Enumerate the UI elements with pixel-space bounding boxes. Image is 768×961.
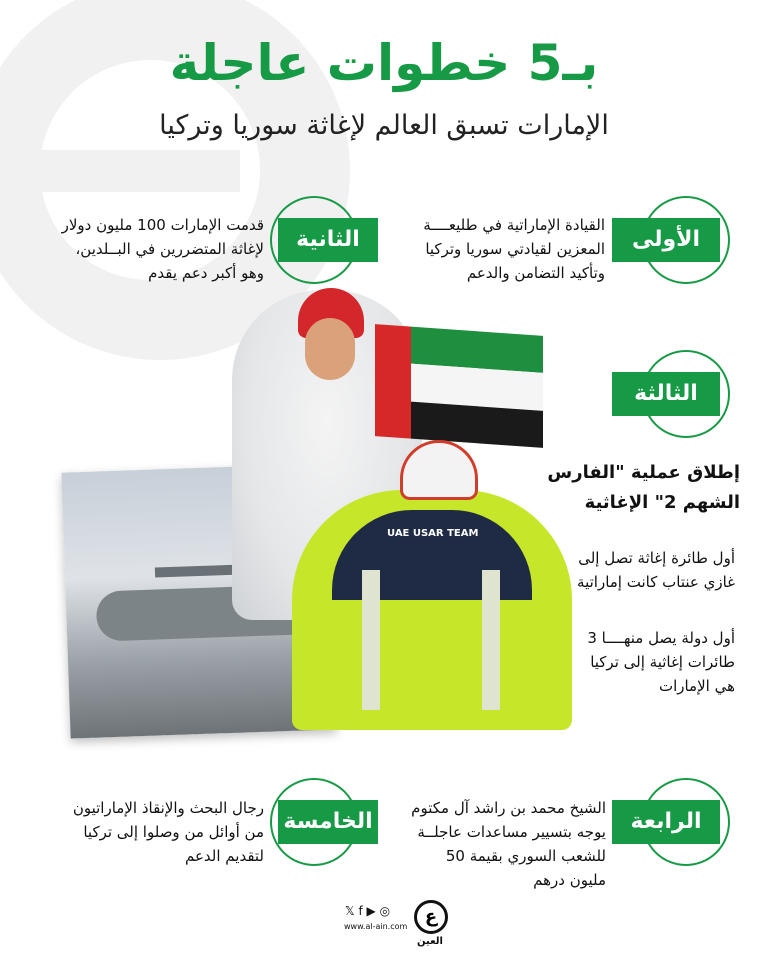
uae-flag: [375, 324, 543, 448]
site-url[interactable]: www.al-ain.com: [344, 922, 408, 931]
background-logo-bar: [40, 150, 240, 192]
step-second-label: الثانية: [278, 218, 378, 262]
social-icons[interactable]: 𝕏 f ▶ ◎: [345, 904, 391, 918]
step-third-label: الثالثة: [612, 372, 720, 416]
step-fifth-text: رجال البحث والإنقاذ الإماراتيون من أوائل من وصلوا إلى تركيا لتقديم الدعم: [72, 799, 264, 865]
step-fourth-label: الرابعة: [612, 800, 720, 844]
step-fifth-label: الخامسة: [278, 800, 378, 844]
step-second-badge: [270, 196, 380, 286]
step-first-text: القيادة الإماراتية في طليعــــة المعزين لقيادتي سوريا وتركيا وتأكيد التضامن والدعم: [423, 216, 605, 282]
al-ain-logo-text: العين: [417, 936, 443, 947]
step-third-para2: أول دولة يصل منهــــا 3 طائرات إغاثية إلى تركيا هي الإمارات: [587, 629, 735, 695]
jacket-text: UAE USAR TEAM: [387, 528, 479, 539]
child-face: [305, 318, 355, 380]
page-subtitle: الإمارات تسبق العالم لإغاثة سوريا وتركيا: [159, 110, 609, 141]
page-title: بـ5 خطوات عاجلة: [169, 34, 599, 92]
step-third-para1: أول طائرة إغاثة تصل إلى غازي عنتاب كانت إماراتية: [577, 549, 735, 591]
step-third-headline: إطلاق عملية "الفارس الشهم 2" الإغاثية: [547, 462, 740, 513]
step-fourth-text: الشيخ محمد بن راشد آل مكتوم يوجه بتسيير مساعدات عاجلــة للشعب السوري بقيمة 50 مليون درهم: [411, 799, 606, 889]
step-fourth-badge: [612, 778, 732, 868]
step-first-badge: [612, 196, 732, 286]
step-second-text: قدمت الإمارات 100 مليون دولار لإغاثة المتضررين في البــلدين، وهو أكبر دعم يقدم: [61, 216, 264, 282]
rescuer-photo: [292, 490, 572, 730]
step-third-badge: [612, 350, 732, 440]
al-ain-logo-icon: ع: [414, 900, 448, 934]
step-fifth-badge: [270, 778, 380, 868]
step-first-label: الأولى: [612, 218, 720, 262]
